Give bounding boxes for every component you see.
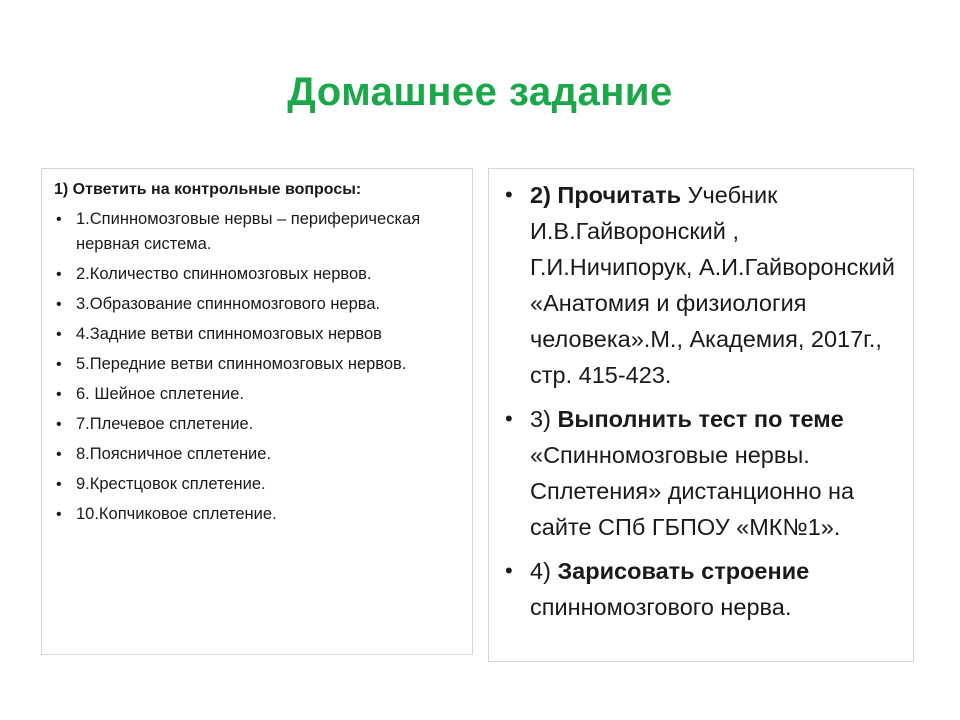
list-item: • 7.Плечевое сплетение. [54,412,460,437]
list-item: • 5.Передние ветви спинномозговых нервов. [54,352,460,377]
task-online-test [503,401,903,545]
list-item: • 3.Образование спинномозгового нерва. [54,292,460,317]
list-item: • 1.Спинномозговые нервы – периферическая нервная система. [54,207,460,257]
list-item: • 2.Количество спинномозговых нервов. [54,262,460,287]
task-draw-structure [503,553,903,625]
questions-heading: 1) Ответить на контрольные вопросы: [54,181,362,198]
list-item: • 4.Задние ветви спинномозговых нервов [54,322,460,347]
list-item: • 9.Крестцовок сплетение. [54,472,460,497]
task-test-number: 3) [530,406,558,432]
task-test-text: «Спинномозговые нервы. Сплетения» дистанционно на сайте СПб ГБПОУ «МК№1». [530,442,855,540]
questions-panel [41,168,473,655]
task-read-text: Учебник И.В.Гайворонский , Г.И.Ничипорук, А.И.Гайворонский «Анатомия и физиология человека».М., Академия, 2017г., стр. 415-423. [530,182,895,388]
task-test-label: Выполнить тест по теме [557,406,844,432]
task-draw-text: спинномозгового нерва. [530,594,792,620]
tasks-panel [488,168,914,662]
page-title: Домашнее задание [287,70,673,114]
list-item: • 6. Шейное сплетение. [54,382,460,407]
task-read-textbook [503,177,903,393]
tasks-list [503,177,903,625]
task-read-label: 2) Прочитать [530,182,682,208]
list-item: • 10.Копчиковое сплетение. [54,502,460,527]
task-draw-label: Зарисовать строение [557,558,810,584]
questions-list [54,207,460,527]
list-item: • 8.Поясничное сплетение. [54,442,460,467]
task-draw-number: 4) [530,558,558,584]
